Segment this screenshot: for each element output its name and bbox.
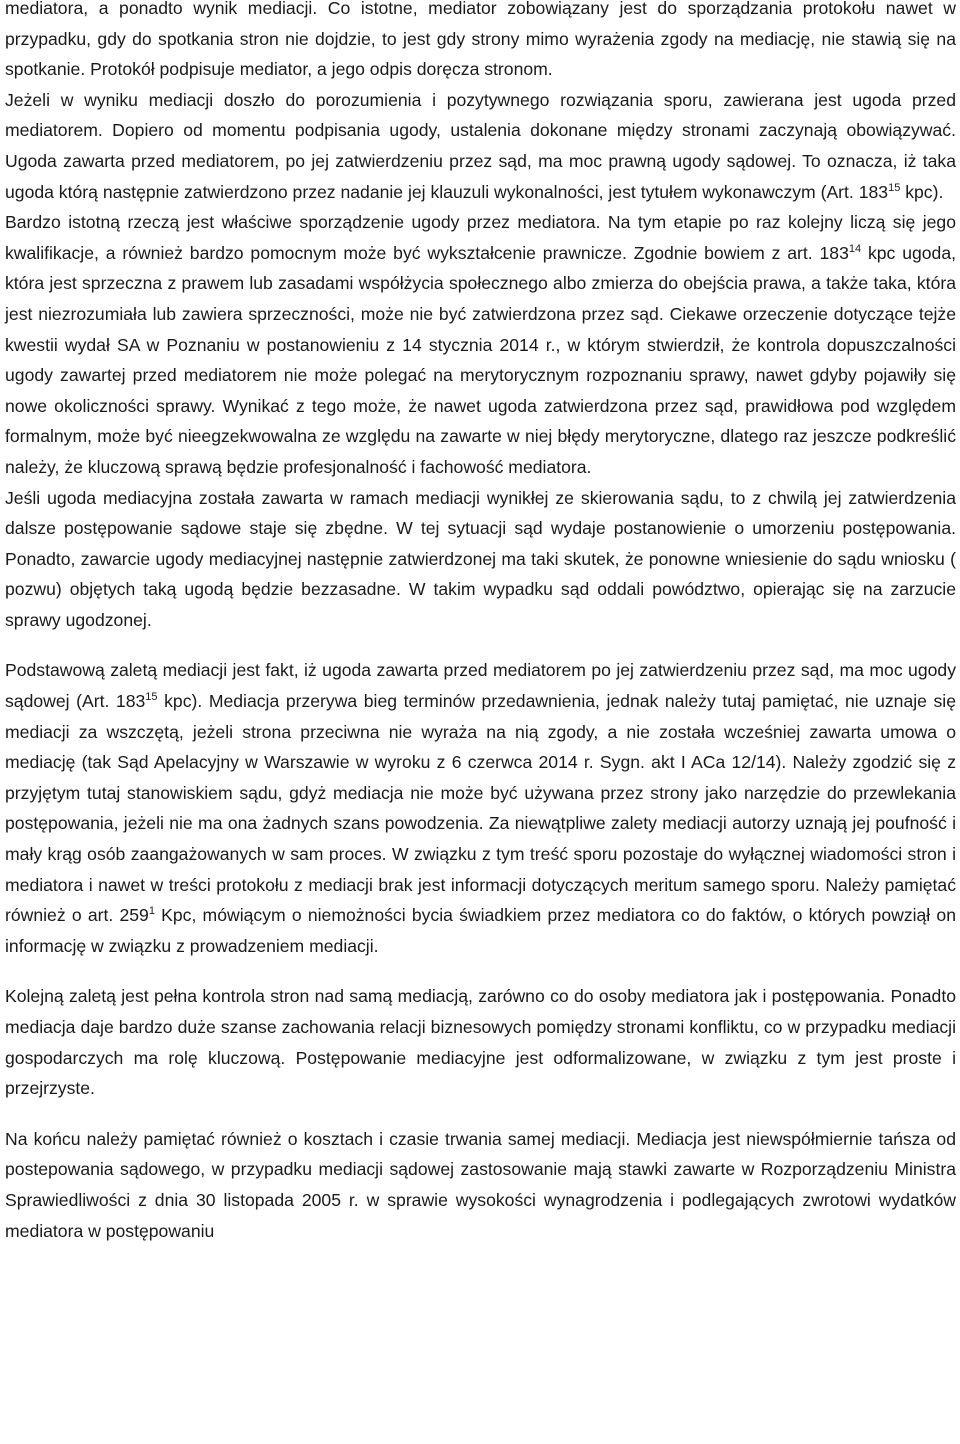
paragraph	[5, 1124, 956, 1246]
paragraph-text: kpc ugoda, która jest sprzeczna z prawem lub zasadami współżycia społecznego albo zmierza do obejścia prawa, a także taka, która jest niezrozumiała lub zawiera sprzeczności, może nie być zatwierdzona przez sąd. Ciekawe orzeczenie dotyczące tejże kwestii wydał SA w Poznaniu w postanowieniu z 14 stycznia 2014 r., w którym stwierdził, że kontrola dopuszczalności ugody zawartej przed mediatorem nie może polegać na merytorycznym rozpoznaniu sprawy, nawet gdyby pojawiły się nowe okoliczności sprawy. Wynikać z tego może, że nawet ugoda zatwierdzona przez sąd, prawidłowa pod względem formalnym, może być nieegzekwowalna ze względu na zawarte w niej błędy merytoryczne, dlatego raz jeszcze podkreślić należy, że kluczową sprawą będzie profesjonalność i fachowość mediatora.	[5, 242, 957, 477]
paragraph-text: Podstawową zaletą mediacji jest fakt, iż ugoda zawarta przed mediatorem po jej zatwierdzeniu przez sąd, ma moc ugody sądowej (Art. 183	[5, 660, 956, 712]
paragraph-text: Jeżeli w wyniku mediacji doszło do porozumienia i pozytywnego rozwiązania sporu, zawierana jest ugoda przed mediatorem. Dopiero od momentu podpisania ugody, ustalenia dokonane między stronami zaczynają obowiązywać. Ugoda zawarta przed mediatorem, po jej zatwierdzeniu przez sąd, ma moc prawną ugody sądowej. To oznacza, iż taka ugoda którą następnie zatwierdzono przez nadanie jej klauzuli wykonalności, jest tytułem wykonawczym (Art. 183	[5, 89, 956, 202]
paragraph	[5, 207, 956, 482]
document-body	[5, 0, 956, 1246]
article-superscript: 1	[148, 905, 155, 918]
paragraph-text: Jeśli ugoda mediacyjna została zawarta w ramach mediacji wynikłej ze skierowania sądu, to z chwilą jej zatwierdzenia dalsze postępowanie sądowe staje się zbędne. W tej sytuacji sąd wydaje postanowienie o umorzeniu postępowania. Ponadto, zawarcie ugody mediacyjnej następnie zatwierdzonej ma taki skutek, że ponowne wniesienie do sądu wniosku ( pozwu) objętych taką ugodą będzie bezzasadne. W takim wypadku sąd oddali powództwo, opierając się na zarzucie sprawy ugodzonej.	[5, 487, 956, 630]
paragraph-gap	[5, 961, 956, 981]
article-superscript: 15	[888, 181, 901, 194]
paragraph-text: Kpc, mówiącym o niemożności bycia świadkiem przez mediatora co do faktów, o których powziął on informację w związku z prowadzeniem mediacji.	[5, 905, 956, 956]
paragraph-text: Bardzo istotną rzeczą jest właściwe sporządzenie ugody przez mediatora. Na tym etapie po raz kolejny liczą się jego kwalifikacje, a również bardzo pomocnym może być wykształcenie prawnicze. Zgodnie bowiem z art. 183	[5, 212, 956, 263]
paragraph	[5, 981, 956, 1103]
paragraph-gap	[5, 1104, 956, 1124]
paragraph	[5, 0, 956, 85]
paragraph-text: kpc).	[900, 181, 944, 202]
paragraph	[5, 655, 956, 961]
paragraph-text: mediatora, a ponadto wynik mediacji. Co istotne, mediator zobowiązany jest do sporządzania protokołu nawet w przypadku, gdy do spotkania stron nie dojdzie, to jest gdy strony mimo wyrażenia zgody na mediację, nie stawią się na spotkanie. Protokół podpisuje mediator, a jego odpis doręcza stronom.	[5, 0, 956, 80]
paragraph-gap	[5, 635, 956, 655]
article-superscript: 15	[145, 691, 158, 704]
paragraph-text: Na końcu należy pamiętać również o kosztach i czasie trwania samej mediacji. Mediacja jest niewspółmiernie tańsza od postepowania sądowego, w przypadku mediacji sądowej zastosowanie mają stawki zawarte w Rozporządzeniu Ministra Sprawiedliwości z dnia 30 listopada 2005 r. w sprawie wysokości wynagrodzenia i podlegających zwrotowi wydatków mediatora w postępowaniu	[5, 1128, 956, 1241]
paragraph	[5, 85, 956, 207]
paragraph-text: Kolejną zaletą jest pełna kontrola stron nad samą mediacją, zarówno co do osoby mediatora jak i postępowania. Ponadto mediacja daje bardzo duże szanse zachowania relacji biznesowych pomiędzy stronami konfliktu, co w przypadku mediacji gospodarczych ma rolę kluczową. Postępowanie mediacyjne jest odformalizowane, w związku z tym jest proste i przejrzyste.	[5, 986, 956, 1099]
article-superscript: 14	[848, 242, 862, 255]
paragraph	[5, 483, 956, 636]
paragraph-text: kpc). Mediacja przerywa bieg terminów przedawnienia, jednak należy tutaj pamiętać, nie uznaje się mediacji za wszczętą, jeżeli strona przeciwna nie wyraża na nią zgody, a nie została wcześniej zawarta umowa o mediację (tak Sąd Apelacyjny w Warszawie w wyroku z 6 czerwca 2014 r. Sygn. akt I ACa 12/14). Należy zgodzić się z przyjętym tutaj stanowiskiem sądu, gdyż mediacja nie może być używana przez strony jako narzędzie do przewlekania postępowania, jeżeli nie ma ona żadnych szans powodzenia. Za niewątpliwe zalety mediacji autorzy uznają jej poufność i mały krąg osób zaangażowanych w sam proces. W związku z tym treść sporu pozostaje do wyłącznej wiadomości stron i mediatora i nawet w treści protokołu z mediacji brak jest informacji dotyczących meritum samego sporu. Należy pamiętać również o art. 259	[5, 691, 956, 926]
